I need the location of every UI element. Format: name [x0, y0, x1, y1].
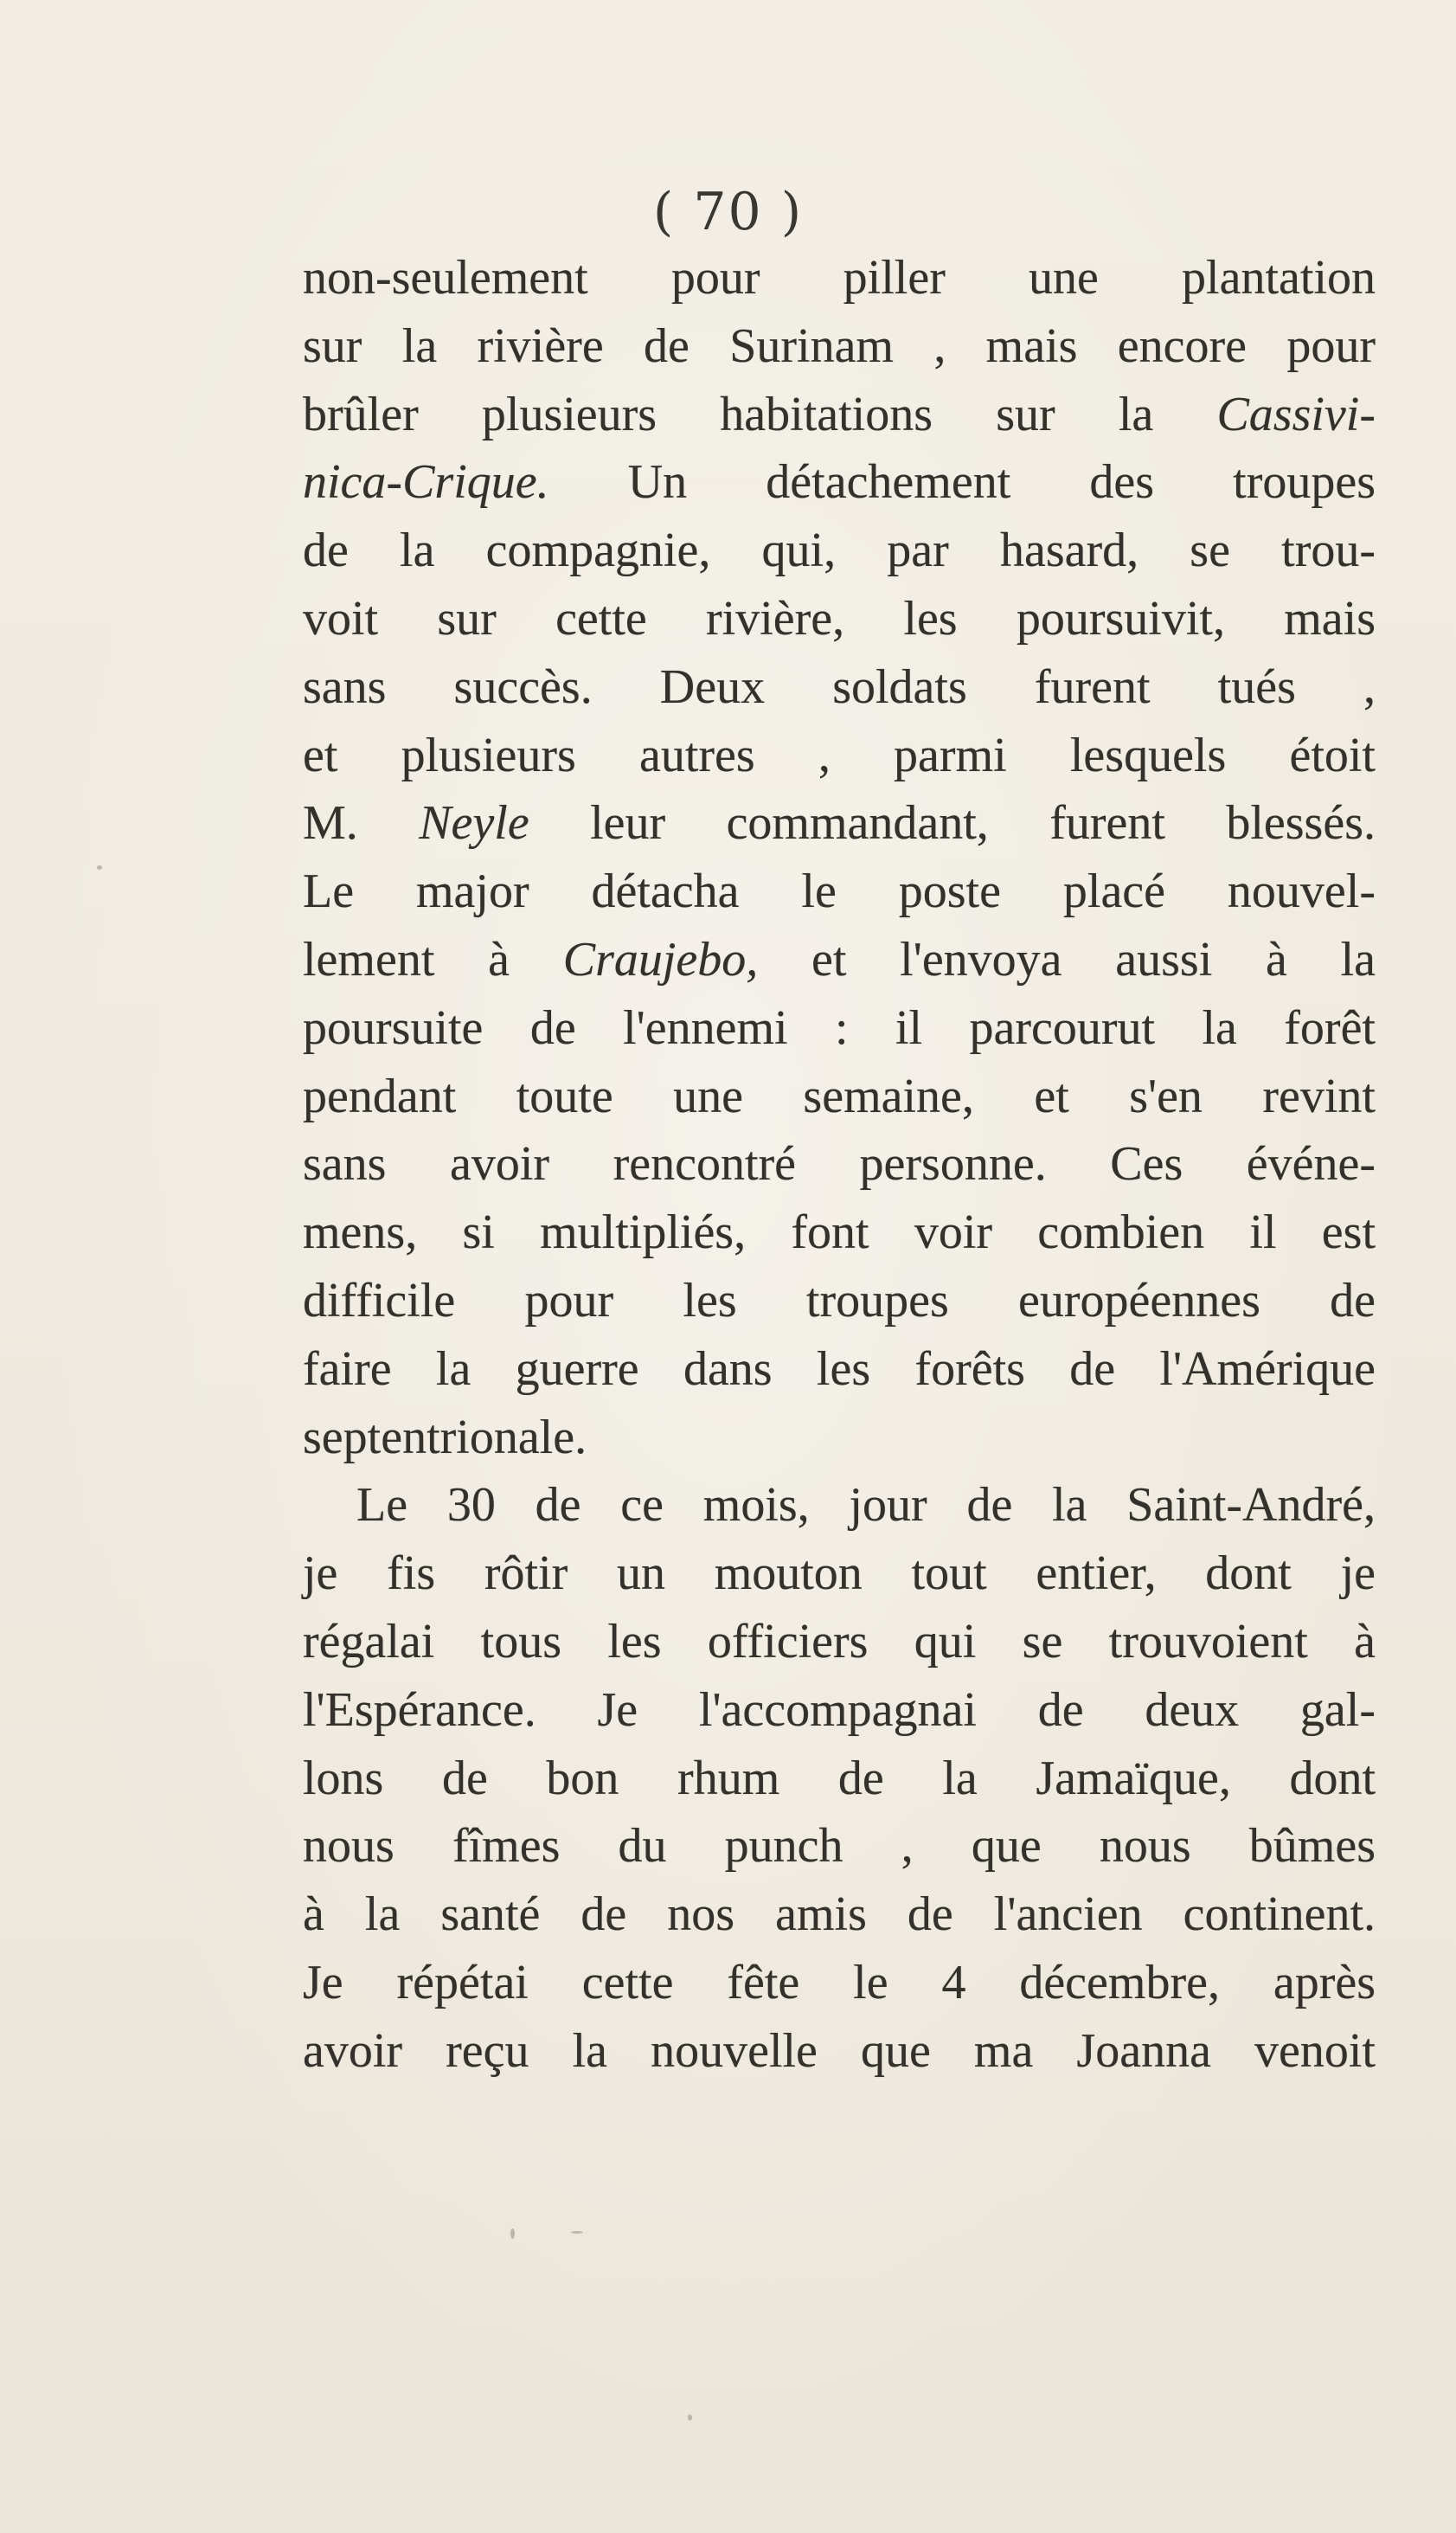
text-line — [303, 1063, 1376, 1131]
page-number: ( 70 ) — [652, 182, 804, 242]
text-segment: pendant toute une semaine, et s'en revint — [303, 1069, 1376, 1123]
text-line — [303, 448, 1376, 517]
text-segment: Le 30 de ce mois, jour de la Saint-André, — [356, 1478, 1376, 1533]
text-segment: difficile pour les troupes européennes de — [303, 1273, 1376, 1328]
text-line — [303, 1812, 1376, 1880]
text-line — [303, 381, 1376, 449]
body-text — [303, 244, 1376, 2086]
text-segment: brûler plusieurs habitations sur la — [303, 387, 1217, 441]
text-line — [303, 926, 1376, 994]
italic-text: Neyle — [419, 796, 529, 851]
text-segment: poursuite de l'ennemi : il parcourut la forêt — [303, 1000, 1376, 1055]
text-line — [303, 585, 1376, 653]
text-segment: sur la rivière de Surinam , mais encore pour — [303, 318, 1376, 373]
text-segment: et l'envoya aussi à la — [758, 932, 1376, 987]
text-line — [303, 1676, 1376, 1745]
paper-speck — [97, 865, 102, 870]
text-segment: mens, si multipliés, font voir combien il est — [303, 1205, 1376, 1260]
text-line — [303, 1880, 1376, 1949]
paper-speck — [688, 2414, 692, 2420]
text-line — [303, 1608, 1376, 1676]
text-line — [303, 1130, 1376, 1199]
text-line — [303, 1335, 1376, 1404]
text-line — [303, 1267, 1376, 1335]
text-line — [303, 722, 1376, 790]
text-line — [303, 994, 1376, 1063]
text-line — [303, 1471, 1376, 1540]
text-segment: je fis rôtir un mouton tout entier, dont je — [303, 1546, 1376, 1601]
text-segment: non-seulement pour piller une plantation — [303, 251, 1376, 305]
text-segment: Un détachement des troupes — [548, 455, 1376, 510]
paragraph — [303, 1471, 1376, 2085]
text-line — [303, 517, 1376, 585]
text-line — [303, 789, 1376, 858]
paper-speck — [510, 2228, 515, 2239]
text-segment: lons de bon rhum de la Jamaïque, dont — [303, 1751, 1376, 1805]
text-segment: et plusieurs autres , parmi lesquels étoit — [303, 728, 1376, 782]
text-line — [303, 1540, 1376, 1608]
text-line — [303, 1199, 1376, 1267]
paper-speck — [571, 2231, 583, 2234]
text-segment: sans succès. Deux soldats furent tués , — [303, 659, 1376, 714]
italic-text: Craujebo, — [562, 932, 759, 987]
text-segment: lement à — [303, 932, 563, 987]
text-segment: régalai tous les officiers qui se trouvoient à — [303, 1614, 1376, 1668]
text-line — [303, 653, 1376, 722]
text-segment: Le major détacha le poste placé nouvel- — [303, 865, 1376, 919]
text-line — [303, 1404, 1376, 1472]
text-segment: septentrionale. — [303, 1410, 587, 1464]
text-line — [303, 244, 1376, 312]
text-line — [303, 1949, 1376, 2017]
paragraph — [303, 244, 1376, 1471]
text-segment: de la compagnie, qui, par hasard, se trou- — [303, 524, 1376, 578]
text-segment: avoir reçu la nouvelle que ma Joanna venoit — [303, 2023, 1376, 2078]
text-segment: Je répétai cette fête le 4 décembre, après — [303, 1955, 1376, 2009]
text-line — [303, 2017, 1376, 2086]
italic-text: nica-Crique. — [303, 455, 549, 510]
text-segment: leur commandant, furent blessés. — [529, 796, 1376, 851]
text-segment: l'Espérance. Je l'accompagnai de deux gal- — [303, 1682, 1376, 1737]
italic-text: Cassivi- — [1216, 387, 1376, 441]
text-segment: sans avoir rencontré personne. Ces événe- — [303, 1137, 1376, 1192]
text-segment: M. — [303, 796, 420, 851]
text-segment: à la santé de nos amis de l'ancien continent. — [303, 1887, 1376, 1942]
text-segment: faire la guerre dans les forêts de l'Amérique — [303, 1341, 1376, 1396]
text-segment: voit sur cette rivière, les poursuivit, mais — [303, 591, 1376, 646]
text-line — [303, 1745, 1376, 1813]
text-line — [303, 312, 1376, 381]
text-line — [303, 858, 1376, 926]
text-segment: nous fîmes du punch , que nous bûmes — [303, 1819, 1376, 1874]
